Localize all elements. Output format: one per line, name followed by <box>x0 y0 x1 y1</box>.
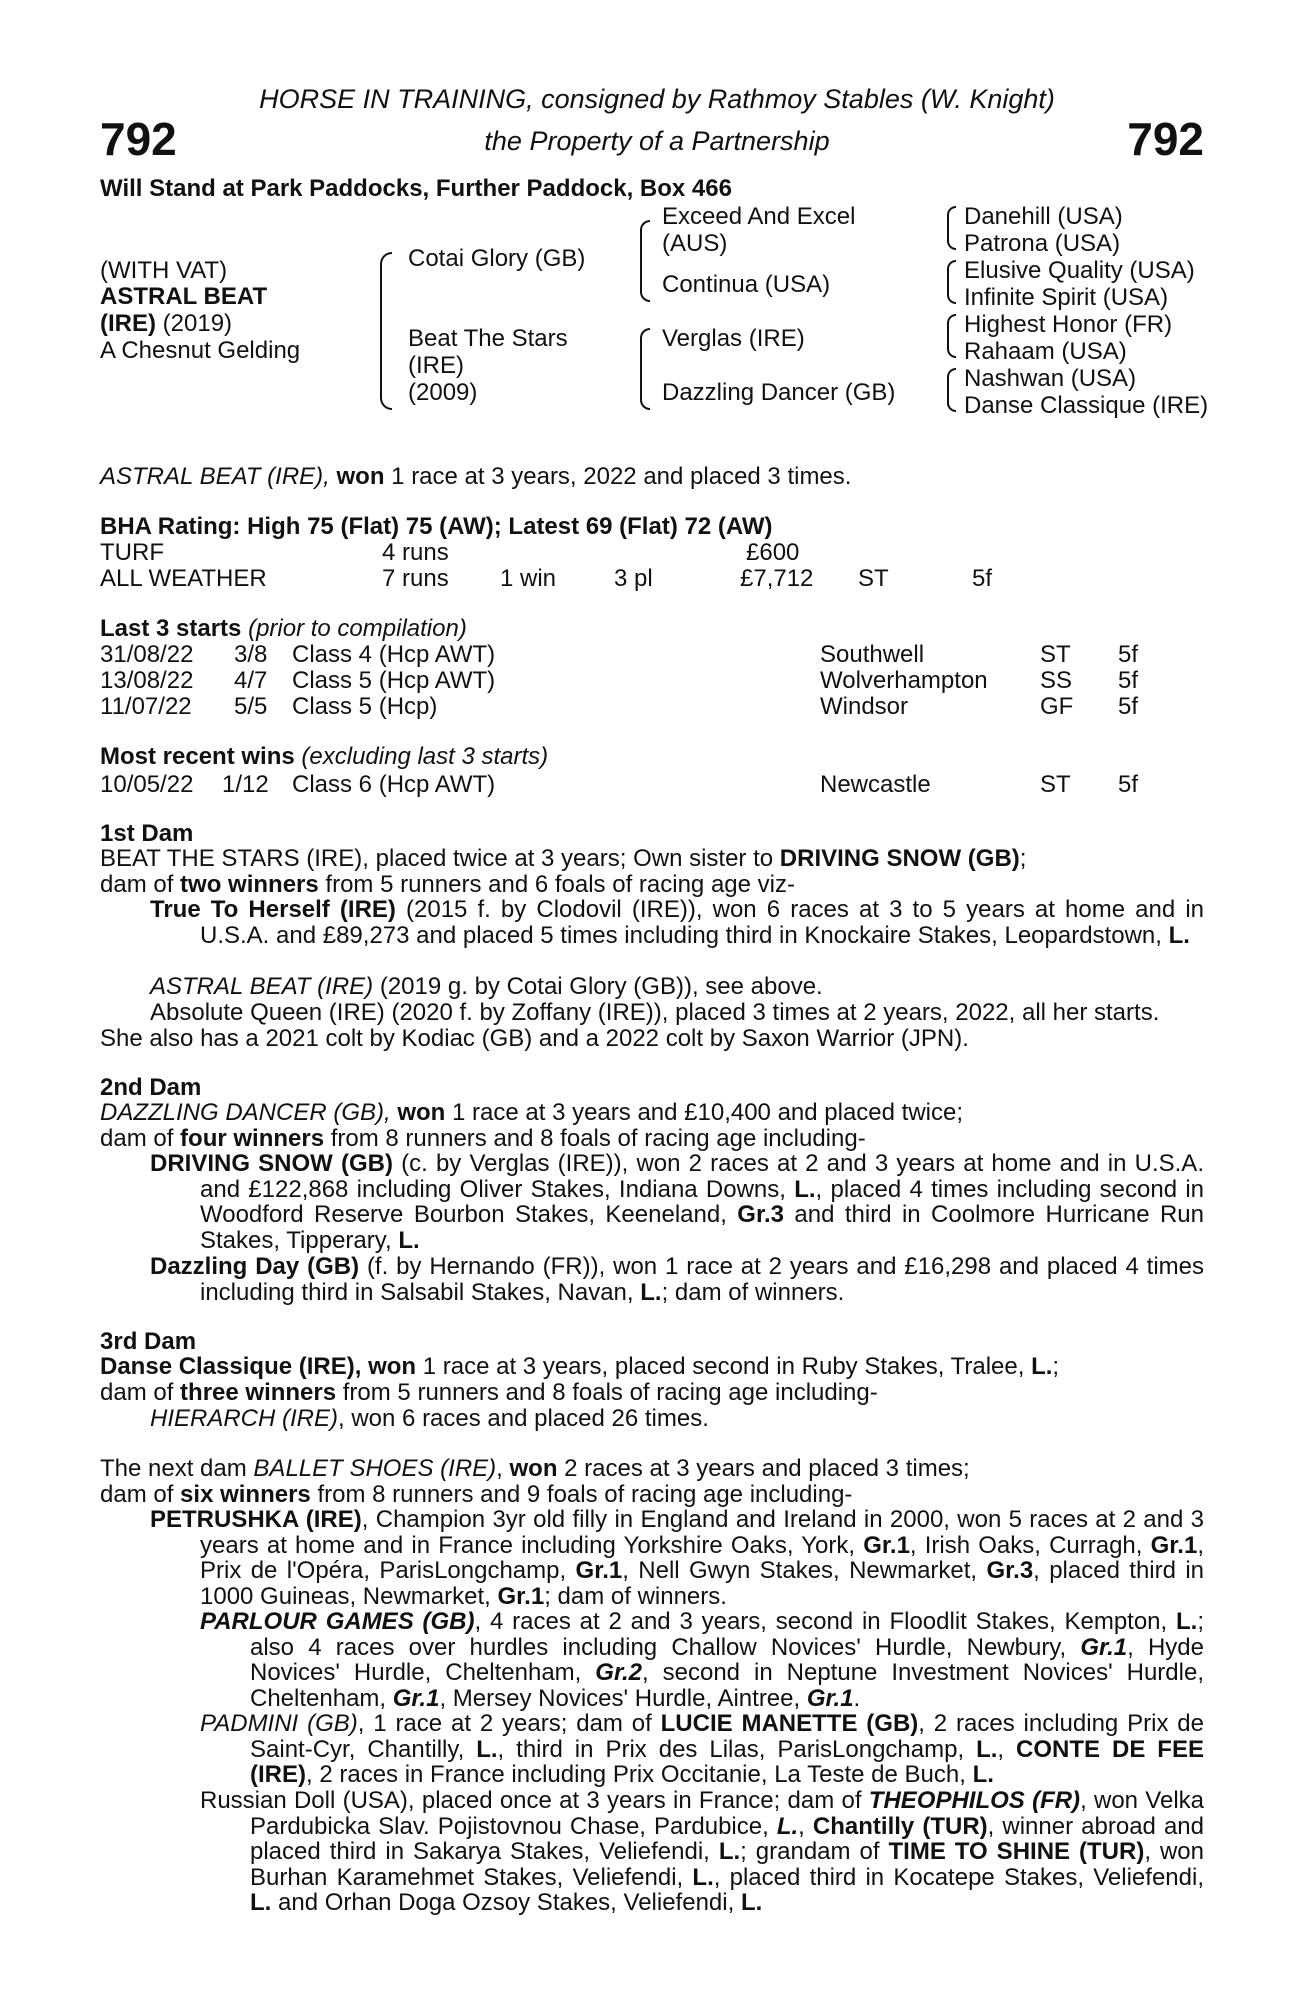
turf-record: TURF 4 runs £600 <box>100 539 800 566</box>
next-dam-line: The next dam BALLET SHOES (IRE), won 2 races at 3 years and placed 3 times; <box>100 1455 970 1482</box>
third-dam-title: 3rd Dam <box>100 1328 197 1355</box>
pedigree-bracket-g2 <box>947 260 956 304</box>
all-weather-record: ALL WEATHER 7 runs 1 win 3 pl £7,712 ST 5f <box>100 565 993 592</box>
produce-entry: Russian Doll (USA), placed once at 3 years in France; dam of THEOPHILOS (FR), won Velka Pardubicka Slav. Pojistovnou Chase, Pardubice, L., Chantilly (TUR), winner abroad and placed third in Sakarya Stakes, Veliefendi, L.; grandam of TIME TO SHINE (TUR), won Burhan Karamehmet Stakes, Veliefendi, L., placed third in Kocatepe Stakes, Veliefendi, L. and Orhan Doga Ozsoy Stakes, Veliefendi, L. <box>200 1787 1205 1916</box>
stand-location: Will Stand at Park Paddocks, Further Paddock, Box 466 <box>100 175 732 202</box>
produce-entry: PARLOUR GAMES (GB), 4 races at 2 and 3 years, second in Floodlit Stakes, Kempton, L.; also 4 races over hurdles including Challow Novices' Hurdle, Newbury, Gr.1, Hyde Novices' Hurdle, Cheltenham, Gr.2, second in Neptune Investment Novices' Hurdle, Cheltenham, Gr.1, Mersey Novices' Hurdle, Aintree, Gr.1. <box>200 1608 1205 1712</box>
second-dam-title: 2nd Dam <box>100 1074 202 1101</box>
first-dam-produce: dam of two winners from 5 runners and 6 foals of racing age viz- <box>100 871 795 898</box>
third-dam-produce: dam of three winners from 5 runners and 8 foals of racing age including- <box>100 1379 878 1406</box>
sire-dam: Continua (USA) <box>662 271 831 298</box>
dam-sire: Verglas (IRE) <box>662 325 805 352</box>
grandparent-3: Elusive Quality (USA) <box>964 257 1195 284</box>
consignor-line: HORSE IN TRAINING, consigned by Rathmoy Stables (W. Knight) <box>259 84 1055 114</box>
produce-entry: Dazzling Day (GB) (f. by Hernando (FR)), won 1 race at 2 years and £16,298 and placed 4 times including third in Salsabil Stakes, Navan, L.; dam of winners. <box>150 1253 1204 1306</box>
horse-name: ASTRAL BEAT <box>100 283 268 310</box>
start-row: 11/07/22 5/5 Class 5 (Hcp) Windsor GF 5f <box>100 693 1139 720</box>
bha-rating: BHA Rating: High 75 (Flat) 75 (AW); Latest 69 (Flat) 72 (AW) <box>100 513 773 540</box>
pedigree-bracket-g3 <box>947 314 956 358</box>
dam-name-2: (IRE) <box>408 352 464 379</box>
recent-wins-title: Most recent wins (excluding last 3 starts) <box>100 743 549 770</box>
sire: Cotai Glory (GB) <box>408 245 586 272</box>
sire-sire-2: (AUS) <box>662 230 728 257</box>
sire-sire-1: Exceed And Excel <box>662 203 856 230</box>
produce-entry: ASTRAL BEAT (IRE) (2019 g. by Cotai Glory (GB)), see above. <box>150 973 823 1000</box>
start-row: 13/08/22 4/7 Class 5 (Hcp AWT) Wolverhampton SS 5f <box>100 667 1139 694</box>
dam-name-1: Beat The Stars <box>408 325 568 352</box>
start-row: 31/08/22 3/8 Class 4 (Hcp AWT) Southwell ST 5f <box>100 641 1139 668</box>
produce-note: She also has a 2021 colt by Kodiac (GB) and a 2022 colt by Saxon Warrior (JPN). <box>100 1025 969 1052</box>
pedigree-bracket-g4 <box>947 368 956 412</box>
race-summary: ASTRAL BEAT (IRE), won 1 race at 3 years, 2022 and placed 3 times. <box>100 463 852 490</box>
first-dam-title: 1st Dam <box>100 820 194 847</box>
grandparent-6: Rahaam (USA) <box>964 338 1127 365</box>
second-dam-produce: dam of four winners from 8 runners and 8 foals of racing age including- <box>100 1125 866 1152</box>
grandparent-2: Patrona (USA) <box>964 230 1121 257</box>
recent-win-row: 10/05/22 1/12 Class 6 (Hcp AWT) Newcastle ST 5f <box>100 771 1139 798</box>
lot-number-left: 792 <box>100 113 177 165</box>
horse-origin-year: (IRE) (2019) <box>100 310 233 337</box>
pedigree-bracket-dam <box>640 328 650 410</box>
property-line: the Property of a Partnership <box>484 126 830 156</box>
first-dam-line: BEAT THE STARS (IRE), placed twice at 3 years; Own sister to DRIVING SNOW (GB); <box>100 845 1027 872</box>
dam-dam: Dazzling Dancer (GB) <box>662 379 896 406</box>
next-dam-produce: dam of six winners from 8 runners and 9 foals of racing age including- <box>100 1481 853 1508</box>
pedigree-bracket-g1 <box>947 206 956 250</box>
pedigree-bracket-sire <box>640 220 650 302</box>
produce-entry: True To Herself (IRE) (2015 f. by Clodovil (IRE)), won 6 races at 3 to 5 years at home and in U.S.A. and £89,273 and placed 5 times including third in Knockaire Stakes, Leopardstown, L. <box>150 896 1204 949</box>
second-dam-line: DAZZLING DANCER (GB), won 1 race at 3 years and £10,400 and placed twice; <box>100 1099 964 1126</box>
grandparent-4: Infinite Spirit (USA) <box>964 284 1169 311</box>
grandparent-5: Highest Honor (FR) <box>964 311 1173 338</box>
third-dam-line: Danse Classique (IRE), won 1 race at 3 years, placed second in Ruby Stakes, Tralee, L.; <box>100 1353 1060 1380</box>
produce-entry: PADMINI (GB), 1 race at 2 years; dam of LUCIE MANETTE (GB), 2 races including Prix de Saint-Cyr, Chantilly, L., third in Prix des Lilas, ParisLongchamp, L., CONTE DE FEE (IRE), 2 races in France including Prix Occitanie, La Teste de Buch, L. <box>200 1710 1204 1788</box>
produce-entry: DRIVING SNOW (GB) (c. by Verglas (IRE)), won 2 races at 2 and 3 years at home and in U.S.A. and £122,868 including Oliver Stakes, Indiana Downs, L., placed 4 times including second in Woodford Reserve Bourbon Stakes, Keeneland, Gr.3 and third in Coolmore Hurricane Run Stakes, Tipperary, L. <box>150 1150 1205 1254</box>
grandparent-1: Danehill (USA) <box>964 203 1123 230</box>
grandparent-8: Danse Classique (IRE) <box>964 392 1209 419</box>
horse-description: A Chesnut Gelding <box>100 337 301 364</box>
vat-note: (WITH VAT) <box>100 257 228 284</box>
last-3-starts-title: Last 3 starts (prior to compilation) <box>100 615 467 642</box>
grandparent-7: Nashwan (USA) <box>964 365 1137 392</box>
dam-name-3: (2009) <box>408 379 478 406</box>
produce-entry: PETRUSHKA (IRE), Champion 3yr old filly in England and Ireland in 2000, won 5 races at 2 and 3 years at home and in France including Yorkshire Oaks, York, Gr.1, Irish Oaks, Curragh, Gr.1, Prix de l'Opéra, ParisLongchamp, Gr.1, Nell Gwyn Stakes, Newmarket, Gr.3, placed third in 1000 Guineas, Newmarket, Gr.1; dam of winners. <box>150 1506 1205 1610</box>
produce-entry: HIERARCH (IRE), won 6 races and placed 26 times. <box>150 1405 709 1432</box>
produce-entry: Absolute Queen (IRE) (2020 f. by Zoffany (IRE)), placed 3 times at 2 years, 2022, all her starts. <box>150 999 1160 1026</box>
pedigree-bracket-main <box>380 252 392 410</box>
lot-number-right: 792 <box>1127 113 1204 165</box>
